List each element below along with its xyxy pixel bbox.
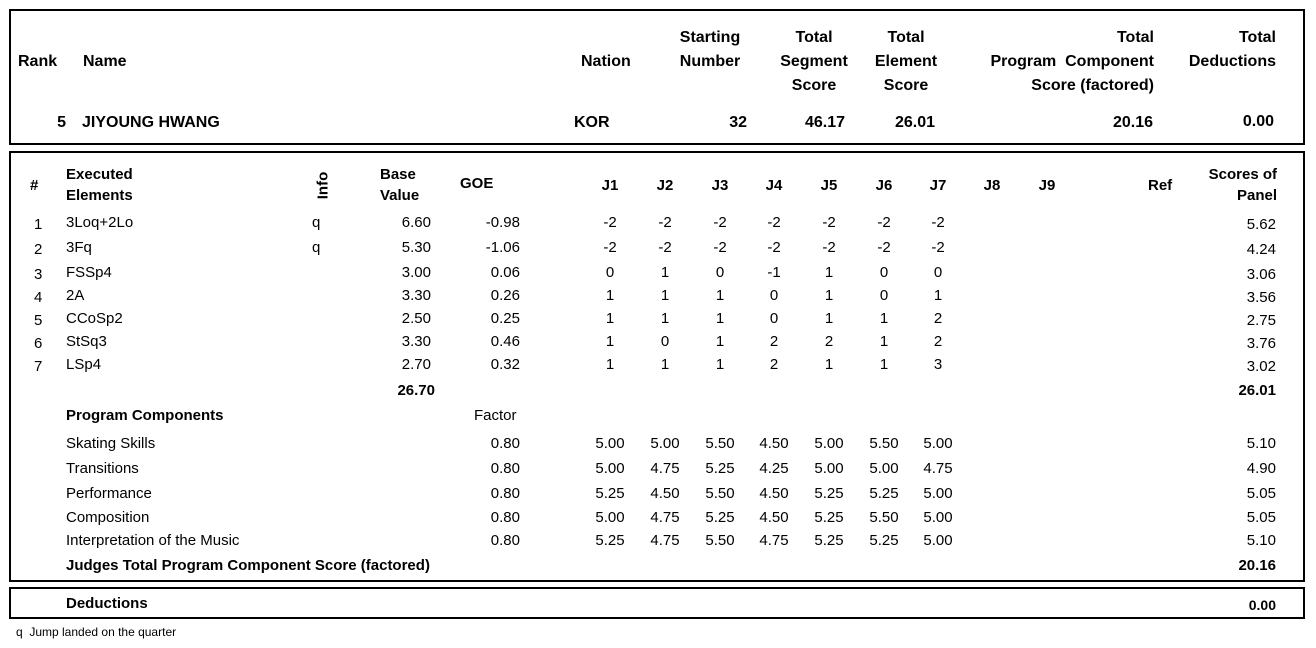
component-judge-score: 5.00	[923, 485, 953, 502]
element-num: 4	[34, 289, 43, 306]
element-judge-score: 0	[605, 264, 615, 281]
element-goe: -0.98	[485, 214, 520, 231]
element-name: 2A	[66, 287, 85, 304]
col-base-header: Base Value	[380, 166, 420, 204]
element-base-value: 3.00	[401, 264, 431, 281]
col-ref-header: Ref	[1148, 177, 1173, 194]
component-judge-score: 5.50	[705, 485, 735, 502]
element-judge-score: 0	[715, 264, 725, 281]
component-factor: 0.80	[490, 485, 520, 502]
element-judge-score: -2	[658, 239, 672, 256]
element-judge-score: 1	[824, 356, 834, 373]
element-judge-score: 1	[879, 356, 889, 373]
element-name: FSSp4	[66, 264, 112, 281]
component-factor: 0.80	[490, 435, 520, 452]
element-panel-score: 3.06	[1246, 266, 1276, 283]
element-judge-score: -2	[713, 239, 727, 256]
component-panel-score: 5.05	[1246, 509, 1276, 526]
starting-number-label: Starting Number	[679, 29, 741, 70]
element-judge-score: -2	[931, 239, 945, 256]
element-judge-score: -2	[931, 214, 945, 231]
element-judge-score: 3	[933, 356, 943, 373]
component-name: Skating Skills	[66, 435, 156, 452]
component-judge-score: 5.00	[814, 435, 844, 452]
element-judge-score: 1	[605, 287, 615, 304]
component-judge-score: 5.25	[814, 532, 844, 549]
component-judge-score: 5.00	[650, 435, 680, 452]
footnote: q Jump landed on the quarter	[16, 625, 177, 639]
element-goe: 0.06	[490, 264, 520, 281]
deductions-value: 0.00	[1242, 113, 1274, 130]
element-judge-score: -2	[603, 214, 617, 231]
element-name: 3Loq+2Lo	[66, 214, 134, 231]
col-judge-header-4: J4	[765, 177, 783, 194]
element-judge-score: 1	[660, 287, 670, 304]
deductions-row-score: 0.00	[1248, 597, 1276, 613]
element-info: q	[312, 239, 321, 256]
starting-number-value: 32	[729, 114, 747, 131]
component-judge-score: 4.75	[923, 460, 953, 477]
element-judge-score: 1	[824, 287, 834, 304]
nation-value: KOR	[574, 114, 610, 131]
deductions-label: Total Deductions	[1188, 29, 1276, 70]
component-factor: 0.80	[490, 532, 520, 549]
pcs-total-score: 20.16	[1238, 557, 1276, 574]
element-num: 6	[34, 335, 43, 352]
component-name: Performance	[66, 485, 152, 502]
element-judge-score: 1	[605, 333, 615, 350]
component-judge-score: 5.00	[869, 460, 899, 477]
component-judge-score: 5.25	[814, 485, 844, 502]
element-num: 5	[34, 312, 43, 329]
component-judge-score: 5.25	[869, 485, 899, 502]
col-judge-header-3: J3	[711, 177, 729, 194]
elements-score-total: 26.01	[1238, 382, 1276, 399]
component-panel-score: 5.10	[1246, 435, 1276, 452]
col-judge-header-5: J5	[820, 177, 838, 194]
element-judge-score: 1	[824, 310, 834, 327]
pcs-total-label: Judges Total Program Component Score (factored)	[66, 557, 430, 574]
element-score-label: Total Element Score	[874, 29, 938, 94]
component-judge-score: 5.00	[595, 509, 625, 526]
element-judge-score: -2	[603, 239, 617, 256]
element-judge-score: 1	[660, 356, 670, 373]
element-score-value: 26.01	[894, 114, 935, 131]
col-judge-header-8: J8	[983, 177, 1001, 194]
deductions-row-label: Deductions	[66, 595, 148, 612]
segment-score-value: 46.17	[804, 114, 845, 131]
element-judge-score: 1	[660, 264, 670, 281]
element-judge-score: 0	[769, 287, 779, 304]
segment-score-label: Total Segment Score	[780, 29, 848, 94]
element-name: LSp4	[66, 356, 102, 373]
component-judge-score: 4.75	[650, 532, 680, 549]
pcs-value: 20.16	[1112, 114, 1153, 131]
component-judge-score: 4.50	[650, 485, 680, 502]
elements-base-total: 26.70	[397, 382, 435, 399]
element-judge-score: 0	[660, 333, 670, 350]
deductions-box	[9, 587, 1305, 619]
element-judge-score: 1	[660, 310, 670, 327]
col-judge-header-1: J1	[601, 177, 619, 194]
element-judge-score: -2	[658, 214, 672, 231]
element-name: 3Fq	[66, 239, 92, 256]
component-panel-score: 4.90	[1246, 460, 1276, 477]
element-judge-score: -2	[822, 239, 836, 256]
element-judge-score: 1	[824, 264, 834, 281]
element-judge-score: -2	[713, 214, 727, 231]
element-panel-score: 3.02	[1246, 358, 1276, 375]
element-num: 3	[34, 266, 43, 283]
rank-value: 5	[57, 114, 66, 131]
component-factor: 0.80	[490, 509, 520, 526]
element-goe: 0.46	[490, 333, 520, 350]
element-judge-score: 0	[769, 310, 779, 327]
col-goe-header: GOE	[460, 175, 494, 192]
element-base-value: 2.70	[401, 356, 431, 373]
element-judge-score: -2	[877, 239, 891, 256]
element-judge-score: -1	[767, 264, 781, 281]
element-judge-score: 0	[933, 264, 943, 281]
col-judge-header-9: J9	[1038, 177, 1056, 194]
component-panel-score: 5.10	[1246, 532, 1276, 549]
element-judge-score: -2	[767, 239, 781, 256]
component-judge-score: 5.00	[595, 435, 625, 452]
component-judge-score: 4.50	[759, 485, 789, 502]
name-label: Name	[83, 53, 127, 70]
component-judge-score: 4.75	[759, 532, 789, 549]
col-panel-header: Scores of Panel	[1208, 166, 1277, 204]
component-judge-score: 5.25	[595, 485, 625, 502]
component-judge-score: 4.50	[759, 435, 789, 452]
component-judge-score: 5.00	[595, 460, 625, 477]
col-info-header: Info	[314, 171, 332, 200]
element-panel-score: 2.75	[1246, 312, 1276, 329]
element-goe: 0.25	[490, 310, 520, 327]
element-base-value: 3.30	[401, 333, 431, 350]
component-judge-score: 5.00	[814, 460, 844, 477]
element-judge-score: 1	[715, 310, 725, 327]
element-judge-score: 2	[824, 333, 834, 350]
element-base-value: 5.30	[401, 239, 431, 256]
component-name: Composition	[66, 509, 150, 526]
element-panel-score: 5.62	[1246, 216, 1276, 233]
element-judge-score: 1	[879, 333, 889, 350]
element-num: 1	[34, 216, 43, 233]
element-goe: -1.06	[485, 239, 520, 256]
element-judge-score: 1	[715, 287, 725, 304]
component-judge-score: 5.25	[814, 509, 844, 526]
component-factor: 0.80	[490, 460, 520, 477]
component-judge-score: 5.00	[923, 435, 953, 452]
element-base-value: 6.60	[401, 214, 431, 231]
element-judge-score: 1	[879, 310, 889, 327]
element-judge-score: 2	[769, 333, 779, 350]
col-judge-header-7: J7	[929, 177, 947, 194]
component-judge-score: 4.25	[759, 460, 789, 477]
col-num-header: #	[30, 177, 39, 194]
element-num: 7	[34, 358, 43, 375]
element-judge-score: 1	[933, 287, 943, 304]
component-judge-score: 5.50	[705, 435, 735, 452]
element-judge-score: -2	[767, 214, 781, 231]
component-judge-score: 5.50	[869, 435, 899, 452]
component-judge-score: 4.75	[650, 509, 680, 526]
component-judge-score: 4.75	[650, 460, 680, 477]
component-judge-score: 5.25	[705, 509, 735, 526]
element-goe: 0.26	[490, 287, 520, 304]
element-judge-score: 0	[879, 287, 889, 304]
col-elements-header: Executed Elements	[66, 166, 133, 204]
component-judge-score: 5.00	[923, 509, 953, 526]
component-judge-score: 4.50	[759, 509, 789, 526]
component-judge-score: 5.00	[923, 532, 953, 549]
component-name: Interpretation of the Music	[66, 532, 240, 549]
component-judge-score: 5.25	[869, 532, 899, 549]
element-goe: 0.32	[490, 356, 520, 373]
element-name: CCoSp2	[66, 310, 123, 327]
element-judge-score: 0	[879, 264, 889, 281]
pcs-label: Total Program Component Score (factored)	[990, 29, 1154, 94]
component-name: Transitions	[66, 460, 139, 477]
element-name: StSq3	[66, 333, 107, 350]
component-judge-score: 5.25	[705, 460, 735, 477]
components-title: Program Components	[66, 407, 224, 424]
element-judge-score: -2	[822, 214, 836, 231]
element-judge-score: 1	[605, 310, 615, 327]
element-panel-score: 4.24	[1246, 241, 1276, 258]
element-base-value: 2.50	[401, 310, 431, 327]
component-judge-score: 5.50	[869, 509, 899, 526]
element-judge-score: 2	[933, 333, 943, 350]
nation-label: Nation	[581, 53, 631, 70]
element-panel-score: 3.56	[1246, 289, 1276, 306]
component-judge-score: 5.50	[705, 532, 735, 549]
rank-label: Rank	[18, 53, 58, 70]
components-factor-header: Factor	[474, 407, 517, 424]
element-num: 2	[34, 241, 43, 258]
element-info: q	[312, 214, 321, 231]
element-panel-score: 3.76	[1246, 335, 1276, 352]
element-judge-score: -2	[877, 214, 891, 231]
component-panel-score: 5.05	[1246, 485, 1276, 502]
element-base-value: 3.30	[401, 287, 431, 304]
element-judge-score: 2	[933, 310, 943, 327]
skater-name: JIYOUNG HWANG	[82, 114, 220, 131]
element-judge-score: 1	[715, 356, 725, 373]
element-judge-score: 1	[715, 333, 725, 350]
element-judge-score: 1	[605, 356, 615, 373]
col-judge-header-2: J2	[656, 177, 674, 194]
col-judge-header-6: J6	[875, 177, 893, 194]
component-judge-score: 5.25	[595, 532, 625, 549]
element-judge-score: 2	[769, 356, 779, 373]
